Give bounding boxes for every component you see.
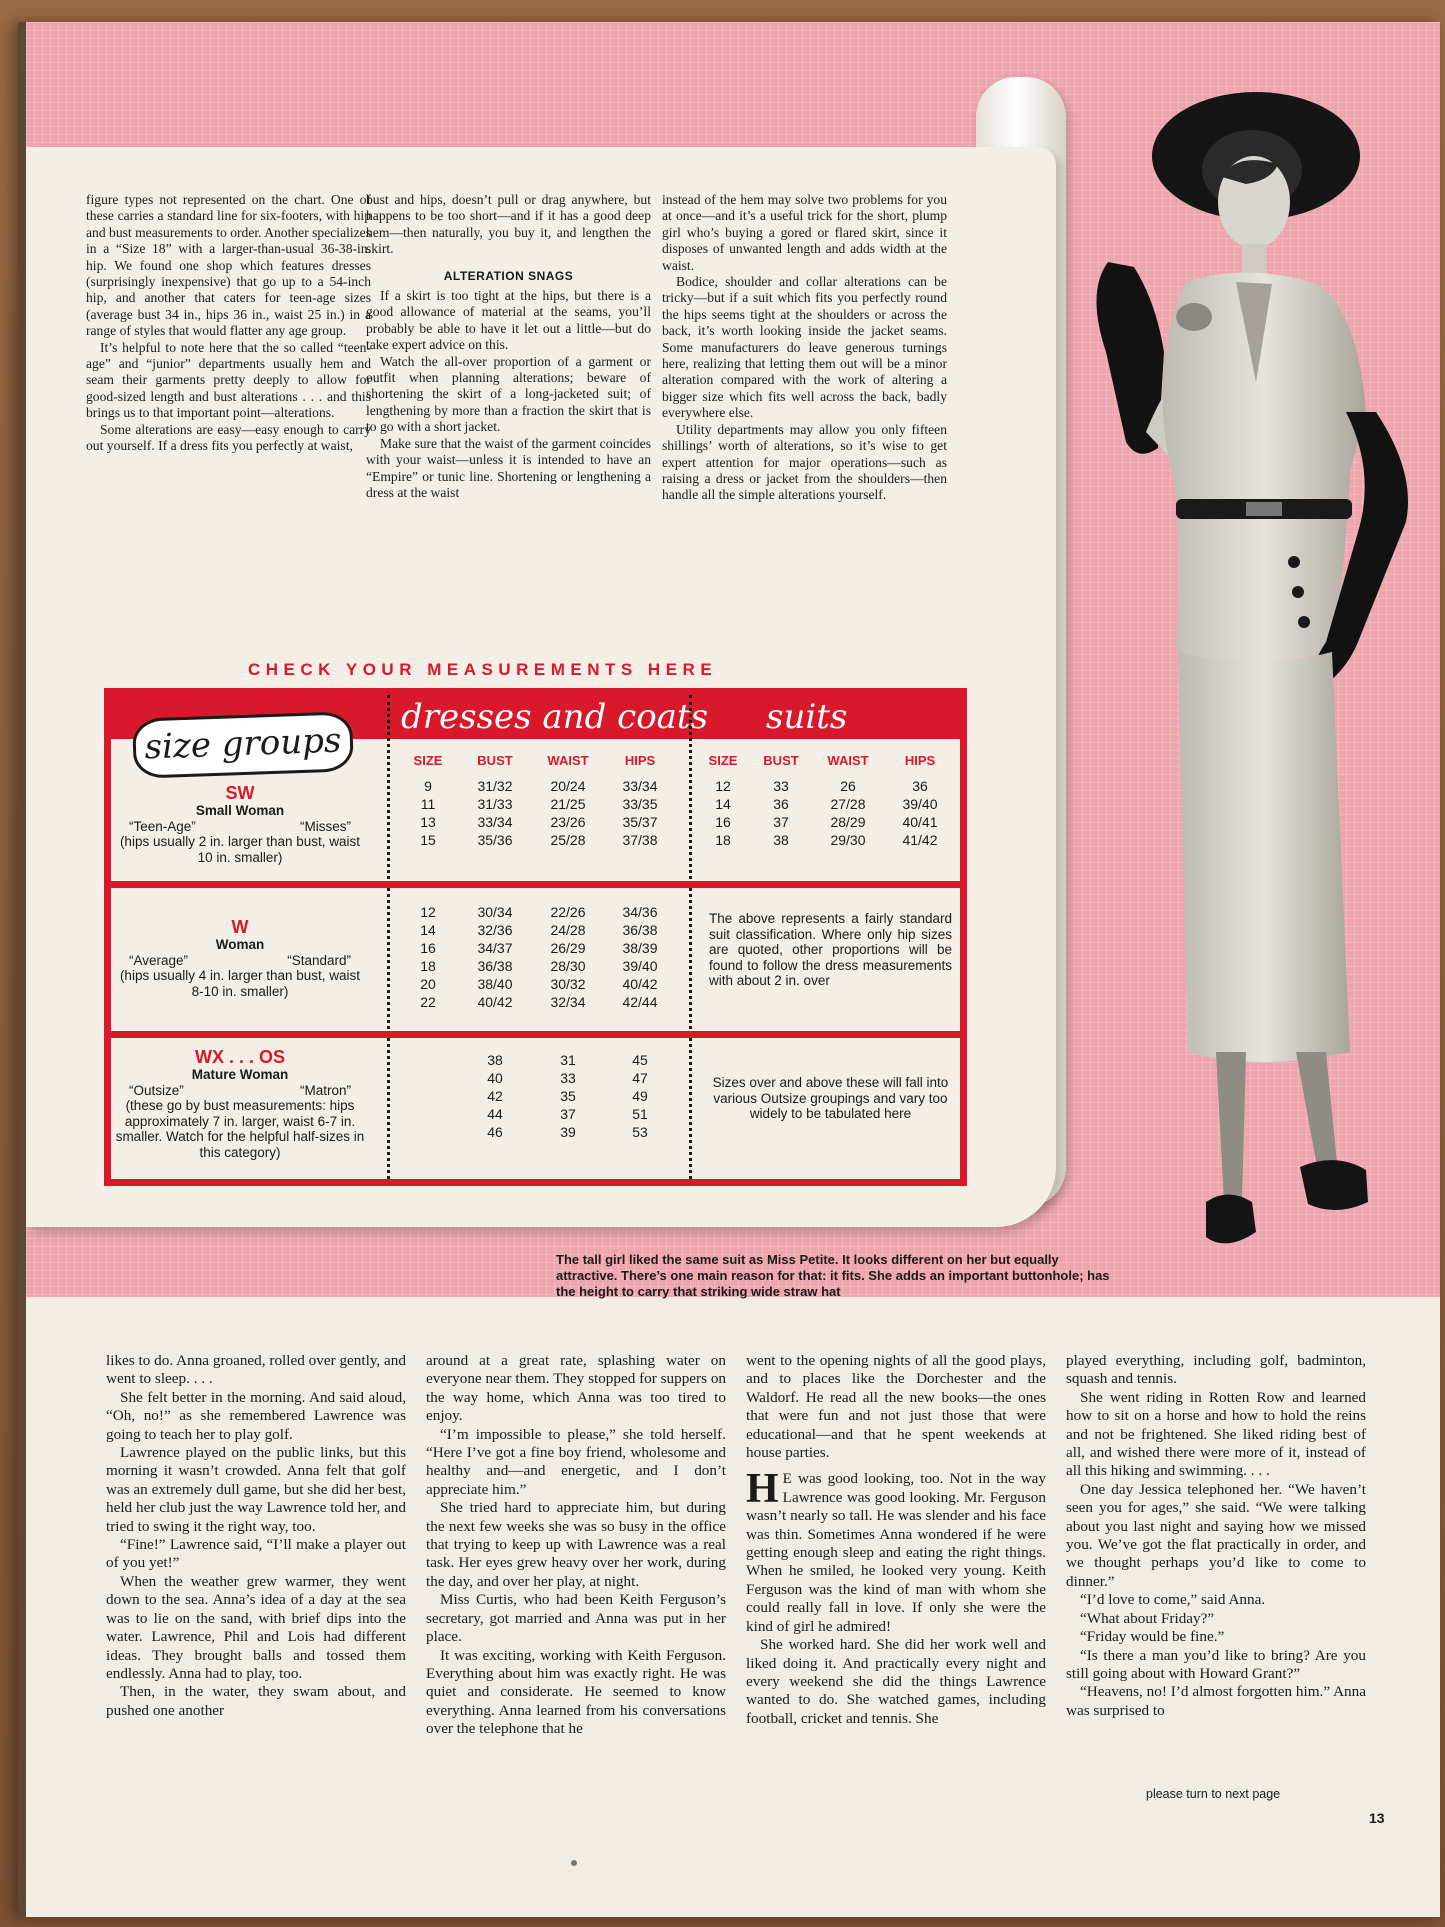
story-column-4 [1066,1352,1366,1720]
paragraph: “What about Friday?” [1080,1609,1215,1627]
right-leg [1296,1052,1338,1172]
section-subhead: ALTERATION SNAGS [443,268,574,283]
group-aliases [115,1083,365,1099]
row-divider [111,881,960,888]
dress-cell: 32/34 [550,994,586,1010]
model-photo [1046,52,1440,1292]
dress-cell: 44 [487,1106,503,1122]
paragraph: instead of the hem may solve two problems for you at once—and it’s a useful trick for the short, plump girl who’s buying a gored or flared skirt, since it disposes of unwanted length and adds width at the waist. [662,192,947,273]
tall-girl-figure-illustration [1046,52,1440,1292]
dress-cell: 36/38 [477,958,513,974]
dress-cell: 12 [420,904,436,920]
header-hips: HIPS [904,753,936,768]
paragraph: “Is there a man you’d like to bring? Are you still going about with Howard Grant?” [1066,1646,1366,1682]
paragraph: It’s helpful to note here that the so called “teen-age” and “junior” departments usually hem and seam their garments pretty deeply to allow for good-sized length and bust alterations . . . and this brings us to that important point—alterations. [86,339,371,421]
alias-right: “Standard” [287,952,351,968]
top-column-3 [662,192,947,504]
dress-cell: 23/26 [550,814,586,830]
page-number: 13 [1369,1810,1385,1826]
dress-cell: 31/33 [477,796,513,812]
dress-cell: 20 [420,976,436,992]
photo-caption: The tall girl liked the same suit as Miss Petite. It looks different on her but equally attractive. There’s one main reason for that: it fits. She adds an important buttonhole; has the height to carry that striking wide straw hat [556,1252,1110,1299]
dress-cell: 51 [632,1106,648,1122]
dress-cell: 14 [420,922,436,938]
dress-cell: 21/25 [550,796,586,812]
column-divider [387,695,391,1179]
dress-cell: 31 [560,1052,576,1068]
dress-cell: 13 [420,814,436,830]
paragraph: around at a great rate, splashing water on everyone near them. They stopped for suppers on the way home, which Anna was too tired to enjoy. [426,1352,727,1425]
group-description: (hips usually 4 in. larger than bust, waist 8-10 in. smaller) [119,968,361,999]
group-wx-os-label [115,1047,365,1160]
suit-cell: 28/29 [830,814,866,830]
header-waist: WAIST [827,753,869,768]
group-code: W [231,917,249,937]
suit-cell: 36 [773,796,789,812]
column-divider [689,695,693,1179]
suit-cell: 33 [773,778,789,794]
right-shoe [1300,1160,1368,1210]
dress-cell: 39 [560,1124,576,1140]
suit-cell: 12 [715,778,731,794]
paragraph: “Fine!” Lawrence said, “I’ll make a player out of you yet!” [106,1536,406,1572]
paragraph: went to the opening nights of all the good plays, and to places like the Dorchester and the Waldorf. He read all the new books—the ones that were fun and not just those that were educational—and that he spent weekends at house parties. [746,1352,1046,1462]
dress-cell: 45 [632,1052,648,1068]
left-shoe [1206,1195,1256,1244]
paragraph: Make sure that the waist of the garment coincides with your waist—unless it is intended to have an “Empire” or tunic line. Shortening or lengthening a dress at the waist [366,435,651,500]
paragraph: Utility departments may allow you only fifteen shillings’ worth of alterations, so it’s wise to get expert attention for major operations—such as raising a dress or jacket from the shoulders—then handle all the simple alterations yourself. [662,421,947,503]
magazine-page [18,22,1440,1917]
dress-cell: 38/39 [622,940,658,956]
dress-cell: 15 [420,832,436,848]
drop-cap: H [746,1466,779,1513]
dress-cell: 20/24 [550,778,586,794]
group-name: Mature Woman [191,1067,289,1082]
dress-cell: 38 [487,1052,503,1068]
suits-note: The above represents a fairly standard suit classification. Where only hip sizes are quoted, other proportions will be found to follow the dress measurements with about 2 in. over [709,911,952,988]
dress-cell: 16 [420,940,436,956]
header-size: SIZE [413,753,443,768]
dress-cell: 22/26 [550,904,586,920]
dress-cell: 42/44 [622,994,658,1010]
dress-cell: 25/28 [550,832,586,848]
paragraph: figure types not represented on the chart. One of these carries a standard line for six-footers, with hip and bust measurements to order. Another specializes in a “Size 18” with a larger-than-usual 36-38-in. hip. We found one shop which features dresses (surprisingly inexpensive) that go up to a 54-inch hip, and another that caters for teen-age sizes (average bust 34 in., hips 36 in., waist 25 in.) in a range of styles that would flatter any age group. [86,192,372,339]
group-name: Woman [215,937,265,952]
header-hips: HIPS [624,753,656,768]
dress-cell: 32/36 [477,922,513,938]
dress-cell: 33/34 [622,778,658,794]
button [1292,586,1304,598]
suit-cell: 27/28 [830,796,866,812]
group-aliases [115,819,365,835]
belt-buckle [1246,502,1282,516]
paragraph: Lawrence played on the public links, but this morning it wasn’t crowded. Anna felt that golf was an extremely dull game, but she did her best, held her club just the way Lawrence told her, and tried to swing it the right way, too. [106,1444,406,1535]
size-groups-label: size groups [132,711,354,779]
measurement-chart [104,688,967,1186]
dress-cell: 9 [424,778,432,794]
left-leg [1216,1052,1246,1202]
alias-right: “Matron” [299,1082,351,1098]
paragraph: played everything, including golf, badminton, squash and tennis. [1066,1352,1366,1388]
paragraph: likes to do. Anna groaned, rolled over gently, and went to sleep. . . . [106,1352,406,1388]
header-waist: WAIST [547,753,589,768]
paragraph: If a skirt is too tight at the hips, but there is a good allowance of material at the seams, you’ll probably be able to have it let out a little—but do take expert advice on this. [366,288,651,353]
dress-cell: 28/30 [550,958,586,974]
row-divider [111,1031,960,1038]
alias-right: “Misses” [300,818,351,834]
button [1298,616,1310,628]
dresses-coats-heading: dresses and coats [401,697,709,737]
paragraph: “Friday would be fine.” [1080,1628,1225,1646]
paragraph: Some alterations are easy—easy enough to carry out yourself. If a dress fits you perfectly at waist, [86,421,371,454]
dress-cell: 31/32 [477,778,513,794]
dress-cell: 22 [420,994,436,1010]
group-sw-label [115,783,365,865]
dress-cell: 30/34 [477,904,513,920]
dress-cell: 35/37 [622,814,658,830]
suit-cell: 40/41 [902,814,938,830]
suit-cell: 16 [715,814,731,830]
paper-mark [571,1860,577,1866]
alias-left: “Teen-Age” [129,818,196,834]
alias-left: “Average” [129,952,189,968]
dress-cell: 40/42 [477,994,513,1010]
dress-cell: 53 [632,1124,648,1140]
dress-cell: 39/40 [622,958,658,974]
button [1288,556,1300,568]
continued-notice: please turn to next page [1146,1787,1281,1801]
suit-cell: 36 [912,778,928,794]
header-bust: BUST [477,753,513,768]
dress-cell: 42 [487,1088,503,1104]
paragraph: When the weather grew warmer, they went down to the sea. Anna’s idea of a day at the sea was to lie on the sand, with brief dips into the water. Lawrence, Phil and Lois had different ideas. They brought balls and tossed them endlessly. Anna had to play, too. [106,1572,406,1682]
suit-cell: 29/30 [830,832,866,848]
story-column-3 [746,1352,1046,1728]
top-column-2 [366,192,651,501]
alias-left: “Outsize” [129,1082,184,1098]
dress-cell: 46 [487,1124,503,1140]
suit-cell: 14 [715,796,731,812]
dress-cell: 35 [560,1088,576,1104]
suit-cell: 39/40 [902,796,938,812]
dress-cell: 18 [420,958,436,974]
top-column-1 [86,192,371,455]
dress-cell: 11 [420,796,436,812]
paragraph: Then, in the water, they swam about, and pushed one another [106,1683,406,1719]
suit-cell: 38 [773,832,789,848]
paragraph: “I’m impossible to please,” she told herself. “Here I’ve got a fine boy friend, wholesome and healthy and—and energetic, and I don’t appreciate him.” [426,1425,726,1498]
dress-cell: 30/32 [550,976,586,992]
dress-cell: 37/38 [622,832,658,848]
group-description: (hips usually 2 in. larger than bust, waist 10 in. smaller) [119,834,361,865]
group-w-label [115,917,365,999]
paragraph: H E was good looking, too. Not in the way Lawrence was good looking. Mr. Ferguson wasn’t nearly so tall. He was slender and his face was thin. Sometimes Anna wondered if he were getting enough sleep and eating the right things. When he smiled, he looked very young. Keith Ferguson was the kind of man with whom she could really fall in love. If only she were the kind of girl he admired! [746,1466,1046,1635]
outsize-note: Sizes over and above these will fall into various Outsize groupings and vary too widely to be tabulated here [712,1075,949,1121]
paragraph: She went riding in Rotten Row and learned how to sit on a horse and how to hold the reins and not be frightened. She liked riding best of all, and wished there were more of it, instead of all this hiking and swimming. . . . [1066,1388,1366,1480]
header-bust: BUST [763,753,799,768]
paragraph: “I’d love to come,” said Anna. [1080,1591,1266,1609]
group-description: (these go by bust measurements: hips approximately 7 in. larger, waist 6-7 in. smaller. Watch for the helpful half-sizes in this category) [115,1098,365,1160]
group-aliases [115,953,365,969]
dress-cell: 34/36 [622,904,658,920]
dress-cell: 33 [560,1070,576,1086]
paragraph: It was exciting, working with Keith Ferguson. Everything about him was exactly right. He was quiet and considerate. He seemed to know everything. Anna learned from his conversations over the telephone that he [426,1646,726,1738]
dress-cell: 40 [487,1070,503,1086]
dress-cell: 34/37 [477,940,513,956]
suits-heading: suits [766,697,848,737]
paragraph: Watch the all-over proportion of a garment or outfit when planning alterations; beware of shortening the skirt of a long-jacketed suit; of lengthening by more than a fraction the skirt that is to go with a short jacket. [366,353,651,435]
dress-cell: 38/40 [477,976,513,992]
dress-cell: 47 [632,1070,648,1086]
paragraph: She tried hard to appreciate him, but during the next few weeks she was so busy in the office that trying to keep up with Lawrence was a real task. Her eyes grew heavy over her work, during the day, and over her play, at night. [426,1499,726,1590]
suit-cell: 41/42 [902,832,938,848]
chart-title: CHECK YOUR MEASUREMENTS HERE [248,660,718,679]
dress-cell: 36/38 [622,922,658,938]
paragraph: One day Jessica telephoned her. “We haven’t seen you for ages,” she said. “We were talking about you last night and saying how we missed you. We’ve got the flat practically in order, and we thought perhaps you’d like to come to dinner.” [1066,1480,1366,1590]
story-column-1 [106,1352,406,1720]
dress-cell: 26/29 [550,940,586,956]
group-name: Small Woman [195,803,285,818]
paragraph: Bodice, shoulder and collar alterations can be tricky—but if a suit which fits you perfectly round the hips seems tight at the shoulders or across the back, it’s worth looking inside the jacket seams. Some manufacturers do leave generous turnings here, realizing that letting them out will be a minor alteration compared with the work of altering a bigger size which fits well across the back, badly everywhere else. [662,274,947,421]
paragraph: She felt better in the morning. And said aloud, “Oh, no!” as she remembered Lawrence was going to teach her to play golf. [106,1388,406,1443]
dress-cell: 37 [560,1106,576,1122]
group-code: WX . . . OS [194,1047,285,1067]
dress-cell: 33/34 [477,814,513,830]
dress-cell: 33/35 [622,796,658,812]
suit-cell: 26 [840,778,856,794]
suit-cell: 37 [773,814,789,830]
dress-cell: 49 [632,1088,648,1104]
paragraph: “Heavens, no! I’d almost forgotten him.” Anna was surprised to [1066,1683,1366,1719]
dress-cell: 40/42 [622,976,658,992]
dress-cell: 24/28 [550,922,586,938]
suit-skirt [1178,652,1350,1062]
paragraph: Miss Curtis, who had been Keith Ferguson’s secretary, got married and Anna was put in her place. [426,1591,726,1646]
suit-cell: 18 [715,832,731,848]
header-size: SIZE [708,753,738,768]
dress-cell: 35/36 [477,832,513,848]
corsage [1176,303,1212,331]
paragraph: bust and hips, doesn’t pull or drag anywhere, but happens to be too short—and if it has a good deep hem—then naturally, you buy it, and lengthen the skirt. [366,192,651,257]
paragraph: She worked hard. She did her work well and liked doing it. And practically every night and every weekend she did the things Lawrence wanted to do. She watched games, including football, cricket and tennis. She [746,1636,1046,1727]
story-column-2 [426,1352,726,1739]
group-code: SW [225,783,255,803]
